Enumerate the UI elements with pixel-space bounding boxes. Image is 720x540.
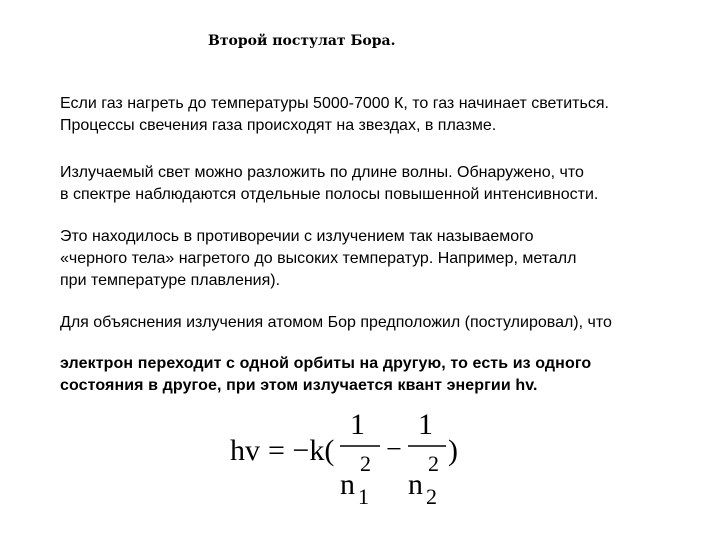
formula-numerator-2: 1	[418, 408, 433, 441]
slide-title: Второй постулат Бора.	[208, 33, 396, 49]
text-line: «черного тела» нагретого до высоких температур. Например, металл	[60, 250, 577, 267]
formula-numerator-1: 1	[350, 408, 365, 441]
formula-close-paren: )	[448, 434, 458, 467]
paragraph-bohr-postulate	[60, 312, 612, 334]
formula-operator: = −k(	[268, 434, 335, 467]
paragraph-electron-transition	[60, 353, 591, 397]
text-line: Это находилось в противоречии с излучением так называемого	[60, 228, 534, 245]
text-line: состояния в другое, при этом излучается квант энергии hv.	[60, 377, 538, 394]
paragraph-gas-heating	[60, 93, 609, 137]
formula-denominator-1-sub: 1	[358, 484, 369, 508]
formula-denominator-2-base: n	[408, 468, 423, 501]
text-line: Если газ нагреть до температуры 5000-7000 К, то газ начинает светиться.	[60, 95, 609, 112]
formula-denominator-2-sub: 2	[426, 484, 437, 508]
paragraph-spectrum	[60, 162, 598, 206]
formula-denominator-2-sup: 2	[428, 451, 439, 476]
formula-minus: −	[386, 434, 402, 465]
text-line: Для объяснения излучения атомом Бор предположил (постулировал), что	[60, 314, 612, 331]
formula-denominator-1-base: n	[340, 468, 355, 501]
formula-denominator-1-sup: 2	[360, 451, 371, 476]
text-line: при температуре плавления).	[60, 272, 281, 289]
text-line: электрон переходит с одной орбиты на другую, то есть из одного	[60, 355, 592, 372]
text-line: в спектре наблюдаются отдельные полосы повышенной интенсивности.	[60, 186, 599, 203]
text-line: Процессы свечения газа происходят на звездах, в плазме.	[60, 117, 497, 134]
bohr-frequency-formula	[228, 408, 468, 508]
text-line: Излучаемый свет можно разложить по длине волны. Обнаружено, что	[60, 164, 584, 181]
paragraph-black-body	[60, 226, 576, 292]
formula-lhs: hv	[230, 434, 260, 467]
